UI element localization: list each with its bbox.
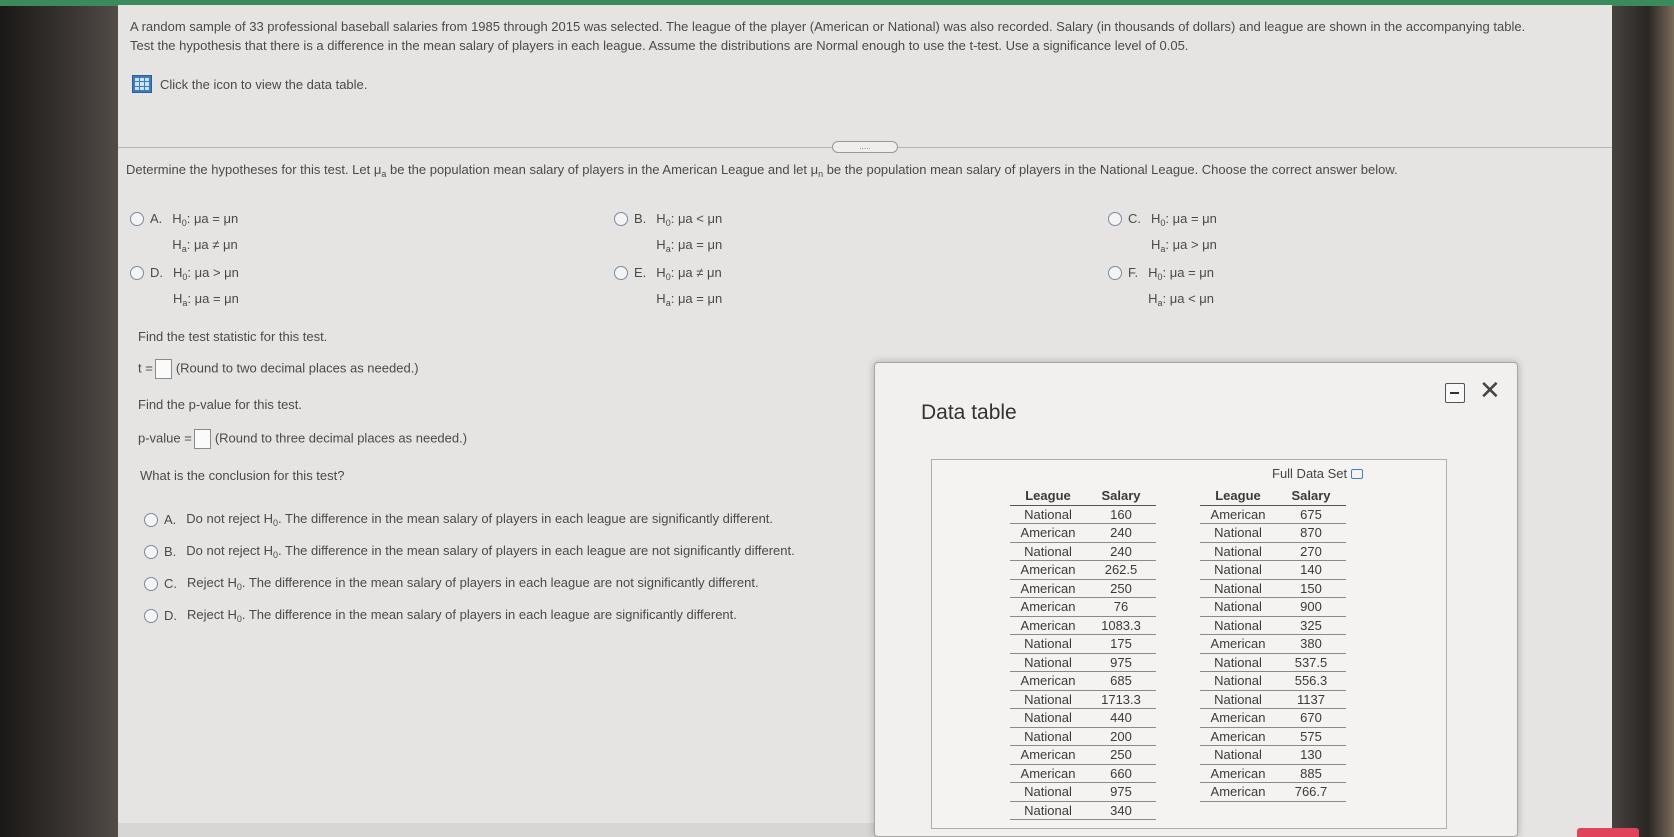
column-header-salary: Salary <box>1086 486 1156 505</box>
p-value-answer-input[interactable] <box>194 429 211 449</box>
option-text: Do not reject $H_0$. The difference in the mean salary of players in each league are not significantly different. <box>186 543 795 560</box>
option-letter: C. <box>164 576 177 591</box>
league-cell: American <box>1010 524 1086 543</box>
table-row <box>1010 801 1156 820</box>
table-row <box>1010 653 1156 672</box>
null-hypothesis: $H_0$: μa = μn <box>172 211 239 228</box>
league-cell: National <box>1200 672 1276 691</box>
salary-cell: 870 <box>1276 524 1346 543</box>
league-cell: National <box>1010 653 1086 672</box>
salary-cell: 675 <box>1276 505 1346 524</box>
league-cell: National <box>1200 524 1276 543</box>
table-row <box>1010 561 1156 580</box>
radio-button[interactable] <box>144 545 158 559</box>
alt-hypothesis: $H_a$: μa ≠ μn <box>172 237 238 254</box>
minimize-icon[interactable] <box>1445 383 1465 403</box>
league-cell: American <box>1010 561 1086 580</box>
salary-cell: 262.5 <box>1086 561 1156 580</box>
table-row <box>1010 542 1156 561</box>
null-hypothesis: $H_0$: μa = μn <box>1151 211 1217 228</box>
option-letter: A. <box>164 512 177 527</box>
salary-cell: 240 <box>1086 524 1156 543</box>
option-text: Reject $H_0$. The difference in the mean salary of players in each league are not significantly different. <box>187 575 759 592</box>
table-row <box>1200 653 1346 672</box>
league-cell: National <box>1200 542 1276 561</box>
salary-cell: 160 <box>1086 505 1156 524</box>
option-letter: D. <box>150 265 163 280</box>
taskbar-accent <box>1577 828 1639 837</box>
table-row <box>1010 616 1156 635</box>
salary-cell: 325 <box>1276 616 1346 635</box>
divider-handle[interactable]: ..... <box>832 141 898 153</box>
salary-cell: 440 <box>1086 709 1156 728</box>
test-stat-label: Find the test statistic for this test. <box>138 329 328 344</box>
conclusion-option-c[interactable] <box>144 575 759 592</box>
hypothesis-option-c[interactable] <box>1108 211 1217 260</box>
data-table-right <box>1200 486 1346 802</box>
salary-cell: 1713.3 <box>1086 690 1156 709</box>
table-row <box>1010 783 1156 802</box>
salary-cell: 140 <box>1276 561 1346 580</box>
popup-title: Data table <box>921 401 1017 424</box>
hypothesis-option-e[interactable] <box>614 265 722 314</box>
salary-cell: 200 <box>1086 727 1156 746</box>
salary-cell: 900 <box>1276 598 1346 617</box>
table-row <box>1010 524 1156 543</box>
league-cell: American <box>1200 709 1276 728</box>
conclusion-option-a[interactable] <box>144 511 773 528</box>
question-intro: A random sample of 33 professional baseball salaries from 1985 through 2015 was selected. The league of the player (American or National) was also recorded. Salary (in thousands of dollars) and league are shown in the accompanying table. Test the hypothesis that there is a difference in the mean salary of players in each league. Assume the distributions are Normal enough to use the t-test. Use a significance level of 0.05. <box>130 19 1526 53</box>
bottom-bar <box>118 823 878 837</box>
league-cell: American <box>1010 746 1086 765</box>
radio-button[interactable] <box>130 212 144 226</box>
table-row <box>1010 505 1156 524</box>
league-cell: National <box>1010 542 1086 561</box>
table-row <box>1200 598 1346 617</box>
league-cell: American <box>1010 616 1086 635</box>
alt-hypothesis: $H_a$: μa = μn <box>173 291 239 308</box>
table-row <box>1200 672 1346 691</box>
option-letter: B. <box>164 544 177 559</box>
radio-button[interactable] <box>144 577 158 591</box>
alt-hypothesis: $H_a$: μa > μn <box>1151 237 1217 254</box>
table-grid-icon[interactable] <box>132 75 152 93</box>
league-cell: National <box>1010 690 1086 709</box>
t-var: t = <box>138 360 153 376</box>
league-cell: American <box>1200 764 1276 783</box>
table-row <box>1200 783 1346 802</box>
option-letter: F. <box>1128 265 1139 280</box>
league-cell: National <box>1200 616 1276 635</box>
monitor-bezel-right <box>1608 0 1674 837</box>
table-row <box>1200 579 1346 598</box>
data-table-link-text[interactable]: Click the icon to view the data table. <box>160 76 368 92</box>
p-value-round-note: (Round to three decimal places as needed.) <box>214 430 468 446</box>
null-hypothesis: $H_0$: μa < μn <box>656 211 723 228</box>
league-cell: American <box>1200 505 1276 524</box>
table-row <box>1200 524 1346 543</box>
league-cell: National <box>1010 635 1086 654</box>
option-letter: A. <box>150 211 163 226</box>
salary-cell: 380 <box>1276 635 1346 654</box>
table-row <box>1010 690 1156 709</box>
radio-button[interactable] <box>144 609 158 623</box>
alt-hypothesis: $H_a$: μa = μn <box>656 237 723 254</box>
test-stat-row <box>138 359 419 379</box>
league-cell: National <box>1010 727 1086 746</box>
table-row <box>1200 505 1346 524</box>
radio-button[interactable] <box>130 266 144 280</box>
table-row <box>1010 579 1156 598</box>
salary-cell: 240 <box>1086 542 1156 561</box>
close-icon[interactable]: ✕ <box>1479 375 1501 405</box>
league-cell: National <box>1010 783 1086 802</box>
league-cell: National <box>1200 746 1276 765</box>
table-row <box>1200 727 1346 746</box>
table-row <box>1010 727 1156 746</box>
table-row <box>1010 709 1156 728</box>
salary-cell: 270 <box>1276 542 1346 561</box>
league-cell: National <box>1200 690 1276 709</box>
league-cell: National <box>1010 505 1086 524</box>
hypothesis-option-d[interactable] <box>130 265 239 314</box>
table-row <box>1200 542 1346 561</box>
table-row <box>1010 746 1156 765</box>
hypothesis-option-a[interactable] <box>130 211 238 260</box>
salary-cell: 250 <box>1086 746 1156 765</box>
hypothesis-option-b[interactable] <box>614 211 722 260</box>
monitor-bezel-left <box>0 0 128 837</box>
option-text: Reject $H_0$. The difference in the mean salary of players in each league are significantly different. <box>187 607 737 624</box>
full-data-set-label[interactable]: Full Data Set <box>1272 466 1348 481</box>
salary-cell: 575 <box>1276 727 1346 746</box>
salary-cell: 1083.3 <box>1086 616 1156 635</box>
radio-button[interactable] <box>144 513 158 527</box>
column-header-league: League <box>1010 486 1086 505</box>
alt-hypothesis: $H_a$: μa < μn <box>1148 291 1215 308</box>
salary-cell: 1137 <box>1276 690 1346 709</box>
p-value-row <box>138 429 467 449</box>
salary-cell: 660 <box>1086 764 1156 783</box>
league-cell: National <box>1200 598 1276 617</box>
table-row <box>1200 764 1346 783</box>
table-row <box>1010 635 1156 654</box>
salary-cell: 885 <box>1276 764 1346 783</box>
table-row <box>1200 635 1346 654</box>
league-cell: National <box>1200 579 1276 598</box>
conclusion-option-b[interactable] <box>144 543 795 560</box>
data-table-frame <box>931 459 1447 829</box>
salary-cell: 685 <box>1086 672 1156 691</box>
league-cell: National <box>1200 561 1276 580</box>
p-value-label: Find the p-value for this test. <box>138 397 303 412</box>
hypotheses-prompt: Determine the hypotheses for this test. Let $\mu_a$ be the population mean salary of players in the American League and let $\mu_n$ be the population mean salary of players in the National League. Choose the correct answer below. <box>126 162 1398 179</box>
league-cell: American <box>1200 783 1276 802</box>
hypothesis-option-f[interactable] <box>1108 265 1214 314</box>
league-cell: National <box>1010 709 1086 728</box>
column-header-salary: Salary <box>1276 486 1346 505</box>
salary-cell: 150 <box>1276 579 1346 598</box>
table-row <box>1010 598 1156 617</box>
option-letter: C. <box>1128 211 1141 226</box>
salary-cell: 250 <box>1086 579 1156 598</box>
option-letter: D. <box>164 608 177 623</box>
option-text: Do not reject $H_0$. The difference in the mean salary of players in each league are significantly different. <box>186 511 774 528</box>
radio-button[interactable] <box>614 266 628 280</box>
league-cell: National <box>1010 801 1086 820</box>
salary-cell: 340 <box>1086 801 1156 820</box>
null-hypothesis: $H_0$: μa = μn <box>1148 265 1215 282</box>
league-cell: American <box>1200 635 1276 654</box>
league-cell: American <box>1010 672 1086 691</box>
data-table-popup[interactable] <box>874 362 1518 837</box>
p-value-var: p-value = <box>138 430 192 446</box>
option-letter: B. <box>634 211 647 226</box>
salary-cell: 76 <box>1086 598 1156 617</box>
table-row <box>1200 690 1346 709</box>
league-cell: American <box>1010 579 1086 598</box>
option-letter: E. <box>634 265 647 280</box>
copy-icon[interactable] <box>1351 469 1363 479</box>
league-cell: National <box>1200 653 1276 672</box>
alt-hypothesis: $H_a$: μa = μn <box>656 291 723 308</box>
table-row <box>1010 764 1156 783</box>
table-row <box>1200 616 1346 635</box>
radio-button[interactable] <box>1108 212 1122 226</box>
table-row <box>1200 709 1346 728</box>
salary-cell: 766.7 <box>1276 783 1346 802</box>
column-header-league: League <box>1200 486 1276 505</box>
league-cell: American <box>1010 764 1086 783</box>
null-hypothesis: $H_0$: μa > μn <box>173 265 239 282</box>
conclusion-option-d[interactable] <box>144 607 737 624</box>
table-row <box>1010 672 1156 691</box>
null-hypothesis: $H_0$: μa ≠ μn <box>656 265 722 282</box>
table-row <box>1200 746 1346 765</box>
salary-cell: 975 <box>1086 783 1156 802</box>
league-cell: American <box>1010 598 1086 617</box>
t-round-note: (Round to two decimal places as needed.) <box>175 360 419 376</box>
salary-cell: 130 <box>1276 746 1346 765</box>
radio-button[interactable] <box>614 212 628 226</box>
conclusion-label: What is the conclusion for this test? <box>140 468 345 483</box>
salary-cell: 975 <box>1086 653 1156 672</box>
salary-cell: 175 <box>1086 635 1156 654</box>
full-data-set-link[interactable] <box>1272 466 1363 481</box>
salary-cell: 556.3 <box>1276 672 1346 691</box>
radio-button[interactable] <box>1108 266 1122 280</box>
t-answer-input[interactable] <box>155 359 172 379</box>
data-table-left <box>1010 486 1156 820</box>
table-row <box>1200 561 1346 580</box>
salary-cell: 537.5 <box>1276 653 1346 672</box>
data-table-link[interactable] <box>132 75 367 93</box>
salary-cell: 670 <box>1276 709 1346 728</box>
league-cell: American <box>1200 727 1276 746</box>
